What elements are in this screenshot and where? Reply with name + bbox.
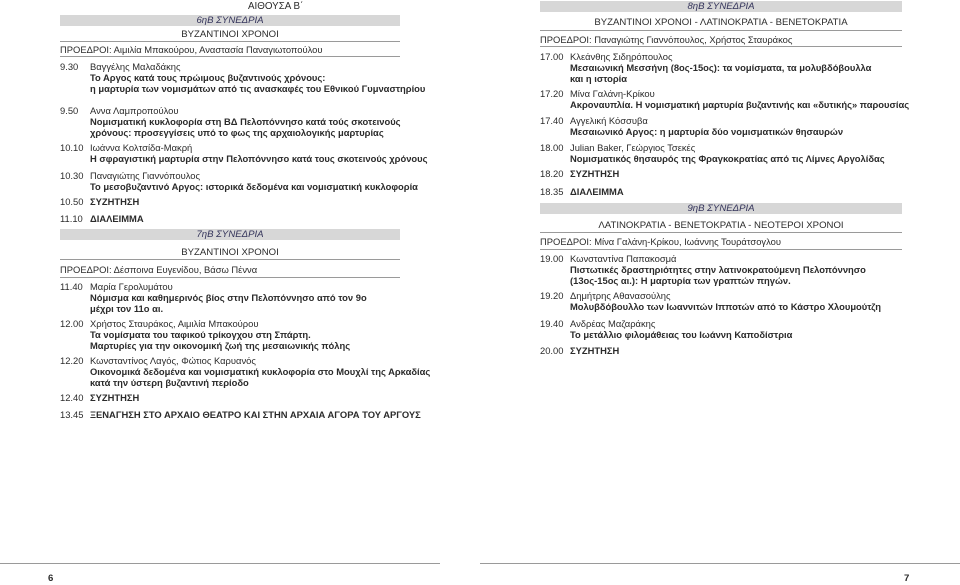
item-speaker: Μαρία Γερολυμάτου xyxy=(90,281,173,292)
item-title: Πιστωτικές δραστηριότητες στην λατινοκρατούμενη Πελοπόννησο xyxy=(570,264,866,275)
item-time: 11.40 xyxy=(60,281,83,292)
divider xyxy=(60,41,400,42)
page-number: 6 xyxy=(48,573,54,584)
item-time: 13.45 xyxy=(60,409,84,420)
item-time: 10.30 xyxy=(60,170,84,181)
break-label: ΔΙΑΛΕΙΜΜΑ xyxy=(90,213,144,224)
divider xyxy=(60,277,400,278)
item-speaker: Κωνσταντίνα Παπακοσμά xyxy=(570,253,677,264)
item-title-cont: χρόνους: προσεγγίσεις υπό το φως της αρχαιολογικής μαρτυρίας xyxy=(90,127,384,138)
item-speaker: Βαγγέλης Μαλαδάκης xyxy=(90,61,181,72)
item-speaker: Ανδρέας Μαζαράκης xyxy=(570,318,656,329)
room-heading: ΑΙΘΟΥΣΑ Β΄ xyxy=(248,1,304,12)
item-time: 11.10 xyxy=(60,213,83,224)
session-8-chairs: ΠΡΟΕΔΡΟΙ: Παναγιώτης Γιαννόπουλος, Χρήστος Σταυράκος xyxy=(540,34,793,45)
item-speaker: Julian Baker, Γεώργιος Τσεκές xyxy=(570,142,696,153)
item-title: Το μετάλλιο φιλομάθειας του Ιωάννη Καποδίστρια xyxy=(570,329,793,340)
item-time: 10.50 xyxy=(60,196,84,207)
item-time: 18.35 xyxy=(540,186,564,197)
item-time: 12.00 xyxy=(60,318,84,329)
item-title: Οικονομικά δεδομένα και νομισματική κυκλοφορία στο Μουχλί της Αρκαδίας xyxy=(90,366,431,377)
divider xyxy=(540,249,902,250)
item-time: 19.40 xyxy=(540,318,564,329)
item-title: Το μεσοβυζαντινό Αργος: ιστορικά δεδομένα και νομισματική κυκλοφορία xyxy=(90,181,418,192)
item-title: Μολυβδόβουλλο των Ιωαννιτών Ιπποτών από το Κάστρο Χλουμούτζη xyxy=(570,301,881,312)
item-time: 12.40 xyxy=(60,392,84,403)
item-title: Νομισματική κυκλοφορία στη ΒΔ Πελοπόννησο κατά τούς σκοτεινούς xyxy=(90,116,401,127)
divider xyxy=(540,46,902,47)
tour-label: ΞΕΝΑΓΗΣΗ ΣΤΟ ΑΡΧΑΙΟ ΘΕΑΤΡΟ ΚΑΙ ΣΤΗΝ ΑΡΧΑΙΑ ΑΓΟΡΑ ΤΟΥ ΑΡΓΟΥΣ xyxy=(90,409,421,420)
item-time: 19.20 xyxy=(540,290,564,301)
discussion-label: ΣΥΖΗΤΗΣΗ xyxy=(90,392,140,403)
divider xyxy=(540,30,902,31)
break-label: ΔΙΑΛΕΙΜΜΑ xyxy=(570,186,624,197)
item-title: Νομισματικός θησαυρός της Φραγκοκρατίας από τις Λίμνες Αργολίδας xyxy=(570,153,885,164)
item-speaker: Μίνα Γαλάνη-Κρίκου xyxy=(570,88,655,99)
item-title: Νόμισμα και καθημερινός βίος στην Πελοπόννησο από τον 9ο xyxy=(90,292,367,303)
session-6-chairs: ΠΡΟΕΔΡΟΙ: Αιμιλία Μπακούρου, Αναστασία Παναγιωτοπούλου xyxy=(60,44,323,55)
item-speaker: Ιωάννα Κολτσίδα-Μακρή xyxy=(90,142,193,153)
item-title: Ακροναυπλία. Η νομισματική μαρτυρία βυζαντινής και «δυτικής» παρουσίας xyxy=(570,99,910,110)
item-time: 17.40 xyxy=(540,115,564,126)
item-time: 17.00 xyxy=(540,51,564,62)
item-time: 9.30 xyxy=(60,61,79,72)
item-title: Το Αργος κατά τους πρώιμους βυζαντινούς χρόνους: xyxy=(90,72,326,83)
item-time: 9.50 xyxy=(60,105,79,116)
item-time: 18.20 xyxy=(540,168,564,179)
item-title: Η σφραγιστική μαρτυρία στην Πελοπόννησο κατά τους σκοτεινούς χρόνους xyxy=(90,153,428,164)
item-title-cont: η μαρτυρία των νομισμάτων από τις ανασκαφές του Εθνικού Γυμναστηρίου xyxy=(90,83,426,94)
item-title-cont: και η ιστορία xyxy=(570,73,628,84)
session-7-label: 7ηΒ ΣΥΝΕΔΡΙΑ xyxy=(60,229,400,240)
item-speaker: Αγγελική Κόσσυβα xyxy=(570,115,648,126)
item-title: Μεσαιωνικό Αργος: η μαρτυρία δύο νομισματικών θησαυρών xyxy=(570,126,844,137)
item-time: 17.20 xyxy=(540,88,564,99)
item-title: Μεσαιωνική Μεσσήνη (8ος-15ος): τα νομίσματα, τα μολυβδόβουλλα xyxy=(570,62,872,73)
divider xyxy=(540,232,902,233)
item-title-cont: Μαρτυρίες για την οικονομική ζωή της μεσαιωνικής πόλης xyxy=(90,340,351,351)
divider xyxy=(60,259,400,260)
session-7-title: ΒΥΖΑΝΤΙΝΟΙ ΧΡΟΝΟΙ xyxy=(181,247,279,258)
item-speaker: Κλεάνθης Σιδηρόπουλος xyxy=(570,51,673,62)
session-7-chairs: ΠΡΟΕΔΡΟΙ: Δέσποινα Ευγενίδου, Βάσω Πέννα xyxy=(60,264,258,275)
session-6-title: ΒΥΖΑΝΤΙΝΟΙ ΧΡΟΝΟΙ xyxy=(181,29,279,40)
session-9-chairs: ΠΡΟΕΔΡΟΙ: Μίνα Γαλάνη-Κρίκου, Ιωάννης Τουράτσογλου xyxy=(540,236,781,247)
item-speaker: Αννα Λαμπροπούλου xyxy=(90,105,179,116)
session-8-label: 8ηΒ ΣΥΝΕΔΡΙΑ xyxy=(540,1,902,12)
item-speaker: Δημήτρης Αθανασούλης xyxy=(570,290,671,301)
item-time: 20.00 xyxy=(540,345,564,356)
discussion-label: ΣΥΖΗΤΗΣΗ xyxy=(570,168,620,179)
discussion-label: ΣΥΖΗΤΗΣΗ xyxy=(90,196,140,207)
session-6-label: 6ηΒ ΣΥΝΕΔΡΙΑ xyxy=(60,15,400,26)
item-title-cont: μέχρι τον 11ο αι. xyxy=(90,303,164,314)
footer-line xyxy=(0,563,440,564)
item-time: 18.00 xyxy=(540,142,564,153)
footer-line xyxy=(480,563,960,564)
item-time: 19.00 xyxy=(540,253,564,264)
item-title-cont: κατά την ύστερη βυζαντινή περίοδο xyxy=(90,377,249,388)
divider xyxy=(60,56,400,57)
session-9-label: 9ηΒ ΣΥΝΕΔΡΙΑ xyxy=(540,203,902,214)
page-number: 7 xyxy=(904,573,910,584)
item-time: 10.10 xyxy=(60,142,84,153)
session-9-title: ΛΑΤΙΝΟΚΡΑΤΙΑ - ΒΕΝΕΤΟΚΡΑΤΙΑ - ΝΕΟΤΕΡΟΙ ΧΡΟΝΟΙ xyxy=(598,220,844,231)
item-speaker: Χρήστος Σταυράκος, Αιμιλία Μπακούρου xyxy=(90,318,259,329)
item-time: 12.20 xyxy=(60,355,84,366)
item-speaker: Κωνσταντίνος Λαγός, Φώτιος Καρυανός xyxy=(90,355,256,366)
discussion-label: ΣΥΖΗΤΗΣΗ xyxy=(570,345,620,356)
item-title-cont: (13ος-15ος αι.): Η μαρτυρία των γραπτών πηγών. xyxy=(570,275,791,286)
item-speaker: Παναγιώτης Γιαννόπουλος xyxy=(90,170,200,181)
item-title: Τα νομίσματα του ταφικού τρίκογχου στη Σπάρτη. xyxy=(90,329,311,340)
session-8-title: ΒΥΖΑΝΤΙΝΟΙ ΧΡΟΝΟΙ - ΛΑΤΙΝΟΚΡΑΤΙΑ - ΒΕΝΕΤΟΚΡΑΤΙΑ xyxy=(594,17,848,28)
